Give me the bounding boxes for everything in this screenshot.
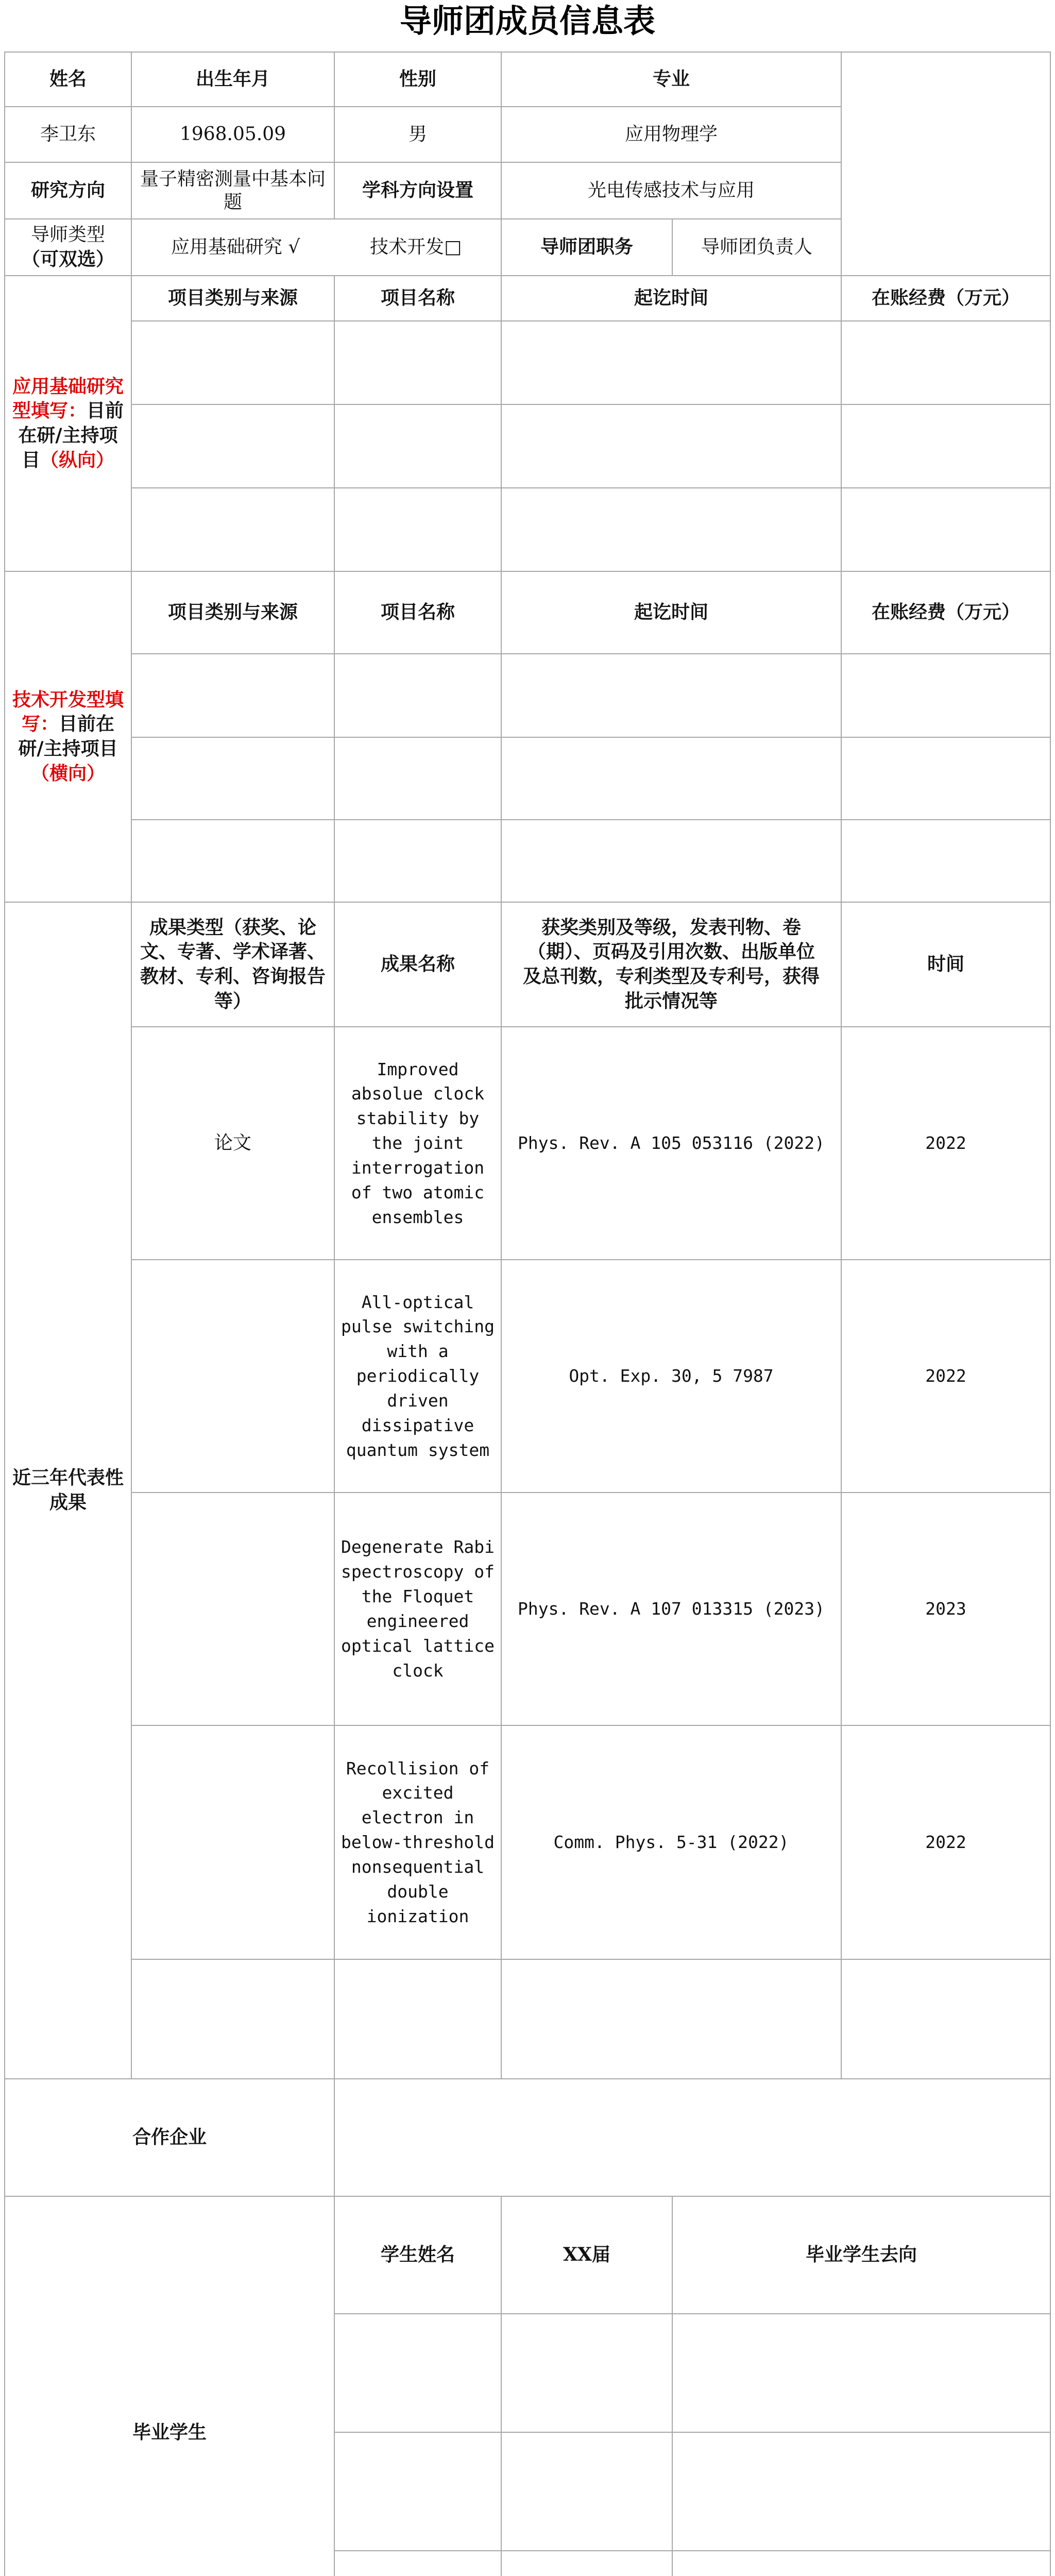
- applied-row-3-source[interactable]: [131, 487, 335, 572]
- birth-value: 1968.05.09: [131, 106, 335, 163]
- applied-header-funds: 在账经费（万元）: [841, 275, 1051, 321]
- achievement-header-detail: 获奖类别及等级，发表刊物、卷（期）、页码及引用次数、出版单位及总刊数，专利类型及专利号，获得批示情况等: [501, 902, 842, 1027]
- achievement-2-name: All-optical pulse switching with a periodically driven dissipative quantum system: [334, 1259, 502, 1493]
- achievement-1-time: 2022: [841, 1026, 1051, 1260]
- applied-row-3-name[interactable]: [334, 487, 502, 572]
- graduate-row-2-class[interactable]: [501, 2432, 673, 2551]
- major-label: 专业: [501, 52, 842, 107]
- mentor-type-applied-option[interactable]: 应用基础研究 √: [171, 236, 300, 258]
- tech-row-1-funds[interactable]: [841, 653, 1051, 738]
- gender-value: 男: [334, 106, 502, 163]
- applied-row-2-name[interactable]: [334, 404, 502, 488]
- position-label: 导师团职务: [501, 218, 673, 276]
- name-value: 李卫东: [4, 106, 132, 163]
- graduate-row-1-name[interactable]: [334, 2313, 502, 2433]
- graduate-row-2-name[interactable]: [334, 2432, 502, 2551]
- tech-header-source: 项目类别与来源: [131, 571, 335, 654]
- tech-header-period: 起讫时间: [501, 571, 842, 654]
- tech-row-3-source[interactable]: [131, 819, 335, 903]
- graduate-row-3-name[interactable]: [334, 2550, 502, 2576]
- applied-row-1-period[interactable]: [501, 320, 842, 405]
- applied-row-2-source[interactable]: [131, 404, 335, 488]
- mentor-type-label: [4, 218, 132, 276]
- tech-row-2-funds[interactable]: [841, 737, 1051, 820]
- achievement-2-type: [131, 1259, 335, 1493]
- tech-row-3-period[interactable]: [501, 819, 842, 903]
- research-label: 研究方向: [4, 162, 132, 219]
- graduate-row-3-class[interactable]: [501, 2550, 673, 2576]
- mentor-type-options: [131, 218, 502, 276]
- partner-value[interactable]: [334, 2078, 1051, 2197]
- tech-row-3-name[interactable]: [334, 819, 502, 903]
- major-value: 应用物理学: [501, 106, 842, 163]
- tech-row-1-period[interactable]: [501, 653, 842, 738]
- achievement-header-name: 成果名称: [334, 902, 502, 1027]
- applied-label-black: 目前在研/主持项目: [18, 400, 124, 471]
- graduates-label: 毕业学生: [4, 2196, 335, 2576]
- tech-row-1-name[interactable]: [334, 653, 502, 738]
- applied-row-2-funds[interactable]: [841, 404, 1051, 488]
- applied-row-3-period[interactable]: [501, 487, 842, 572]
- applied-row-1-funds[interactable]: [841, 320, 1051, 405]
- graduate-row-1-destination[interactable]: [672, 2313, 1051, 2433]
- achievement-1-name: Improved absolue clock stability by the joint interrogation of two atomic ensembles: [334, 1026, 502, 1260]
- applied-row-1-source[interactable]: [131, 320, 335, 405]
- graduate-row-3-destination[interactable]: [672, 2550, 1051, 2576]
- achievement-4-detail: Comm. Phys. 5-31 (2022): [501, 1725, 842, 1960]
- graduates-header-class: XX届: [501, 2196, 673, 2314]
- achievement-4-name: Recollision of excited electron in below-threshold nonsequential double ionization: [334, 1725, 502, 1960]
- achievement-5-type[interactable]: [131, 1959, 335, 2079]
- tech-row-2-period[interactable]: [501, 737, 842, 820]
- achievement-5-name[interactable]: [334, 1959, 502, 2079]
- achievement-3-time: 2023: [841, 1492, 1051, 1726]
- tech-label-black: 目前在研/主持项目: [18, 713, 118, 759]
- applied-row-3-funds[interactable]: [841, 487, 1051, 572]
- tech-row-1-source[interactable]: [131, 653, 335, 738]
- graduate-row-2-destination[interactable]: [672, 2432, 1051, 2551]
- applied-label-red-2: （纵向）: [40, 449, 115, 471]
- name-label: 姓名: [4, 52, 132, 107]
- applied-row-2-period[interactable]: [501, 404, 842, 488]
- achievement-5-time[interactable]: [841, 1959, 1051, 2079]
- tech-label-red-2: （横向）: [30, 762, 105, 784]
- partner-label: 合作企业: [4, 2078, 335, 2197]
- applied-label-red: 应用基础研究型填写：: [12, 375, 124, 422]
- tech-header-name: 项目名称: [334, 571, 502, 654]
- mentor-type-tech-option[interactable]: 技术开发□: [370, 236, 462, 258]
- applied-section-label: [4, 275, 132, 572]
- research-value: 量子精密测量中基本问题: [131, 162, 335, 219]
- applied-row-1-name[interactable]: [334, 320, 502, 405]
- achievement-header-time: 时间: [841, 902, 1051, 1027]
- tech-row-3-funds[interactable]: [841, 819, 1051, 903]
- photo-cell: [841, 52, 1051, 276]
- tech-label-red: 技术开发型填写：: [12, 688, 124, 735]
- mentor-type-label-line2: （可双选）: [21, 248, 114, 270]
- achievement-1-type: 论文: [131, 1026, 335, 1260]
- graduates-header-name: 学生姓名: [334, 2196, 502, 2314]
- achievement-4-type: [131, 1725, 335, 1960]
- discipline-value: 光电传感技术与应用: [501, 162, 842, 219]
- applied-header-source: 项目类别与来源: [131, 275, 335, 321]
- achievement-2-time: 2022: [841, 1259, 1051, 1493]
- achievement-3-detail: Phys. Rev. A 107 013315 (2023): [501, 1492, 842, 1726]
- tech-row-2-name[interactable]: [334, 737, 502, 820]
- document-title: 导师团成员信息表: [399, 2, 655, 40]
- achievement-2-detail: Opt. Exp. 30, 5 7987: [501, 1259, 842, 1493]
- achievement-3-type: [131, 1492, 335, 1726]
- achievement-header-type: 成果类型（获奖、论文、专著、学术译著、教材、专利、咨询报告等）: [131, 902, 335, 1027]
- tech-section-label: [4, 571, 132, 903]
- achievement-4-time: 2022: [841, 1725, 1051, 1960]
- applied-header-period: 起讫时间: [501, 275, 842, 321]
- tech-row-2-source[interactable]: [131, 737, 335, 820]
- discipline-label: 学科方向设置: [334, 162, 502, 219]
- graduates-header-destination: 毕业学生去向: [672, 2196, 1051, 2314]
- achievement-5-detail[interactable]: [501, 1959, 842, 2079]
- position-value: 导师团负责人: [672, 218, 842, 276]
- achievements-label: 近三年代表性成果: [4, 902, 132, 2079]
- gender-label: 性别: [334, 52, 502, 107]
- applied-header-name: 项目名称: [334, 275, 502, 321]
- mentor-type-label-line1: 导师类型: [30, 224, 105, 246]
- achievement-3-name: Degenerate Rabi spectroscopy of the Floquet engineered optical lattice clock: [334, 1492, 502, 1726]
- tech-header-funds: 在账经费（万元）: [841, 571, 1051, 654]
- graduate-row-1-class[interactable]: [501, 2313, 673, 2433]
- achievement-1-detail: Phys. Rev. A 105 053116 (2022): [501, 1026, 842, 1260]
- birth-label: 出生年月: [131, 52, 335, 107]
